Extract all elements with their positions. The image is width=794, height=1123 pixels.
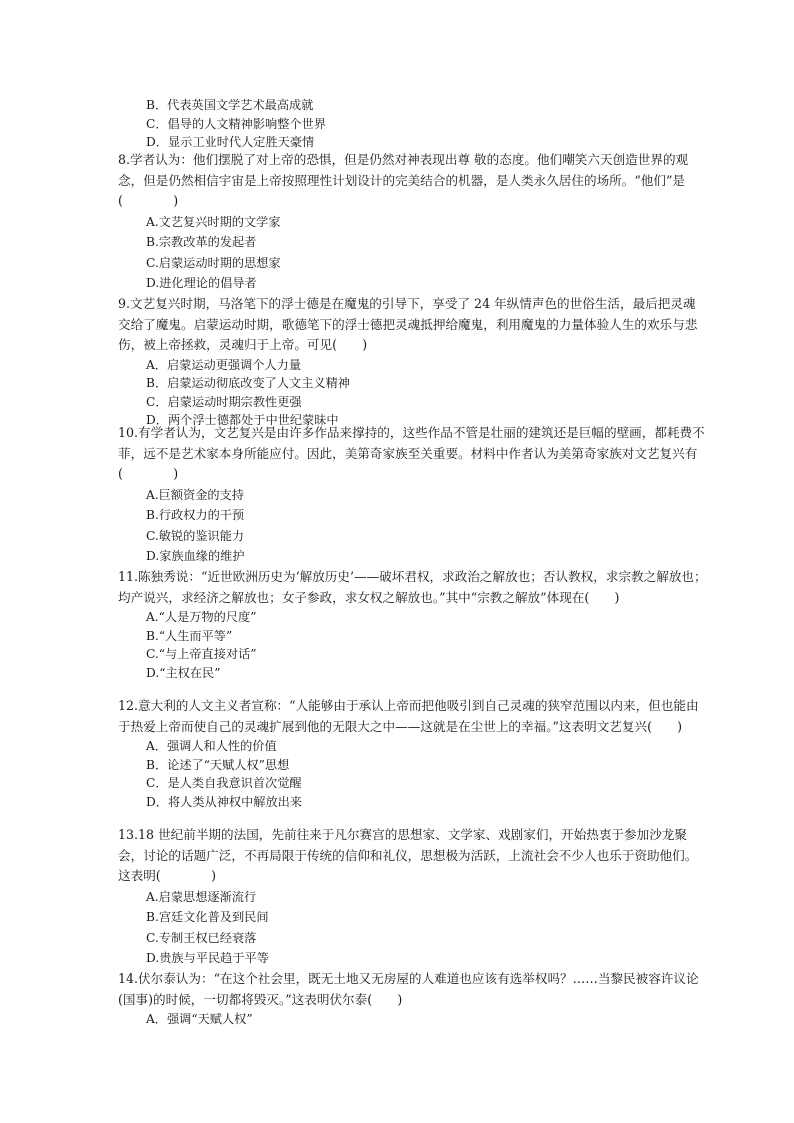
question-stem: 13.18 世纪前半期的法国，先前往来于凡尔赛宫的思想家、文学家、戏剧家们，开始热衷于参加沙龙聚会，讨论的话题广泛，不再局限于传统的信仰和礼仪，思想极为活跃，上流社会不少人也乐于资助他们。这表明( ) [118, 827, 698, 883]
option-c: C.专制王权已经衰落 [146, 930, 257, 945]
question-14 [118, 969, 708, 1029]
question-13 [118, 825, 708, 969]
option-b: B．启蒙运动彻底改变了人文主义精神 [146, 376, 350, 391]
question-stem: 12.意大利的人文主义者宣称：“人能够由于承认上帝而把他吸引到自己灵魂的狭窄范围以内来，但也能由于热爱上帝而使自己的灵魂扩展到他的无限大之中——这就是在尘世上的幸福。”这表明文艺复兴( ) [118, 698, 699, 734]
question-9 [118, 294, 708, 430]
question-12 [118, 696, 708, 811]
option-a: A．强调“天赋人权” [146, 1012, 253, 1026]
option-c: C.启蒙运动时期的思想家 [146, 255, 281, 270]
question-stem: 11.陈独秀说：“近世欧洲历史为‘解放历史’——破坏君权，求政治之解放也；否认教权，求宗教之解放也；均产说兴，求经济之解放也；女子参政，求女权之解放也。”其中“宗教之解放”体现在( ) [118, 569, 707, 605]
option-a: A.“人是万物的尺度” [146, 610, 257, 624]
option-c: C.敏锐的鉴识能力 [146, 528, 245, 543]
option-d: D．两个浮士德都处于中世纪蒙昧中 [146, 413, 339, 428]
option-a: A.文艺复兴时期的文学家 [146, 214, 281, 229]
option-d: D．显示工业时代人定胜天豪情 [146, 135, 315, 150]
option-a: A.巨额资金的支持 [146, 487, 244, 502]
question-stem: 10.有学者认为，文艺复兴是由许多作品来撑持的，这些作品不管是壮丽的建筑还是巨幅的壁画，都耗费不菲，远不是艺术家本身所能应付。因此，美第奇家族至关重要。材料中作者认为美第奇家族对文艺复兴有( ) [118, 425, 705, 481]
option-c: C.“与上帝直接对话” [146, 647, 257, 662]
option-d: D.“主权在民” [146, 665, 221, 680]
option-b: B.宫廷文化普及到民间 [146, 910, 269, 924]
continued-options [118, 96, 708, 152]
option-a: A．启蒙运动更强调个人力量 [146, 357, 302, 372]
question-stem: 14.伏尔泰认为：“在这个社会里，既无土地又无房屋的人难道也应该有选举权吗？……当黎民被容许议论(国事)的时候，一切都将毁灭。”这表明伏尔泰( ) [118, 971, 699, 1007]
option-c: C．启蒙运动时期宗教性更强 [146, 394, 302, 409]
option-b: B.行政权力的干预 [146, 508, 245, 522]
question-stem: 8.学者认为：他们摆脱了对上帝的恐惧，但是仍然对神表现出尊 敬的态度。他们嘲笑六天创造世界的观念，但是仍然相信宇宙是上帝按照理性计划设计的完美结合的机器，是人类永久居住的场所。“他们”是( ) [118, 152, 689, 208]
option-b: B.宗教改革的发起者 [146, 235, 257, 249]
question-8 [118, 150, 708, 294]
option-a: A．强调人和人性的价值 [146, 739, 277, 753]
option-c: C．倡导的人文精神影响整个世界 [146, 116, 326, 131]
option-d: D.贵族与平民趋于平等 [146, 951, 269, 965]
option-d: D．将人类从神权中解放出来 [146, 794, 303, 809]
option-c: C．是人类自我意识首次觉醒 [146, 776, 302, 791]
question-stem: 9.文艺复兴时期，马洛笔下的浮士德是在魔鬼的引导下，享受了 24 年纵情声色的世俗生活，最后把灵魂交给了魔鬼。启蒙运动时期，歌德笔下的浮士德把灵魂抵押给魔鬼，利用魔鬼的力量体验人生的欢乐与悲伤，被上帝拯救，灵魂归于上帝。可见( ) [118, 296, 698, 352]
option-a: A.启蒙思想逐渐流行 [146, 889, 257, 904]
option-b: B．代表英国文学艺术最高成就 [146, 98, 314, 112]
option-d: D.家族血缘的维护 [146, 549, 245, 563]
option-b: B．论述了“天赋人权”思想 [146, 757, 290, 772]
option-b: B.“人生而平等” [146, 628, 233, 643]
question-10 [118, 423, 708, 567]
option-d: D.进化理论的倡导者 [146, 276, 257, 290]
question-11 [118, 567, 708, 682]
